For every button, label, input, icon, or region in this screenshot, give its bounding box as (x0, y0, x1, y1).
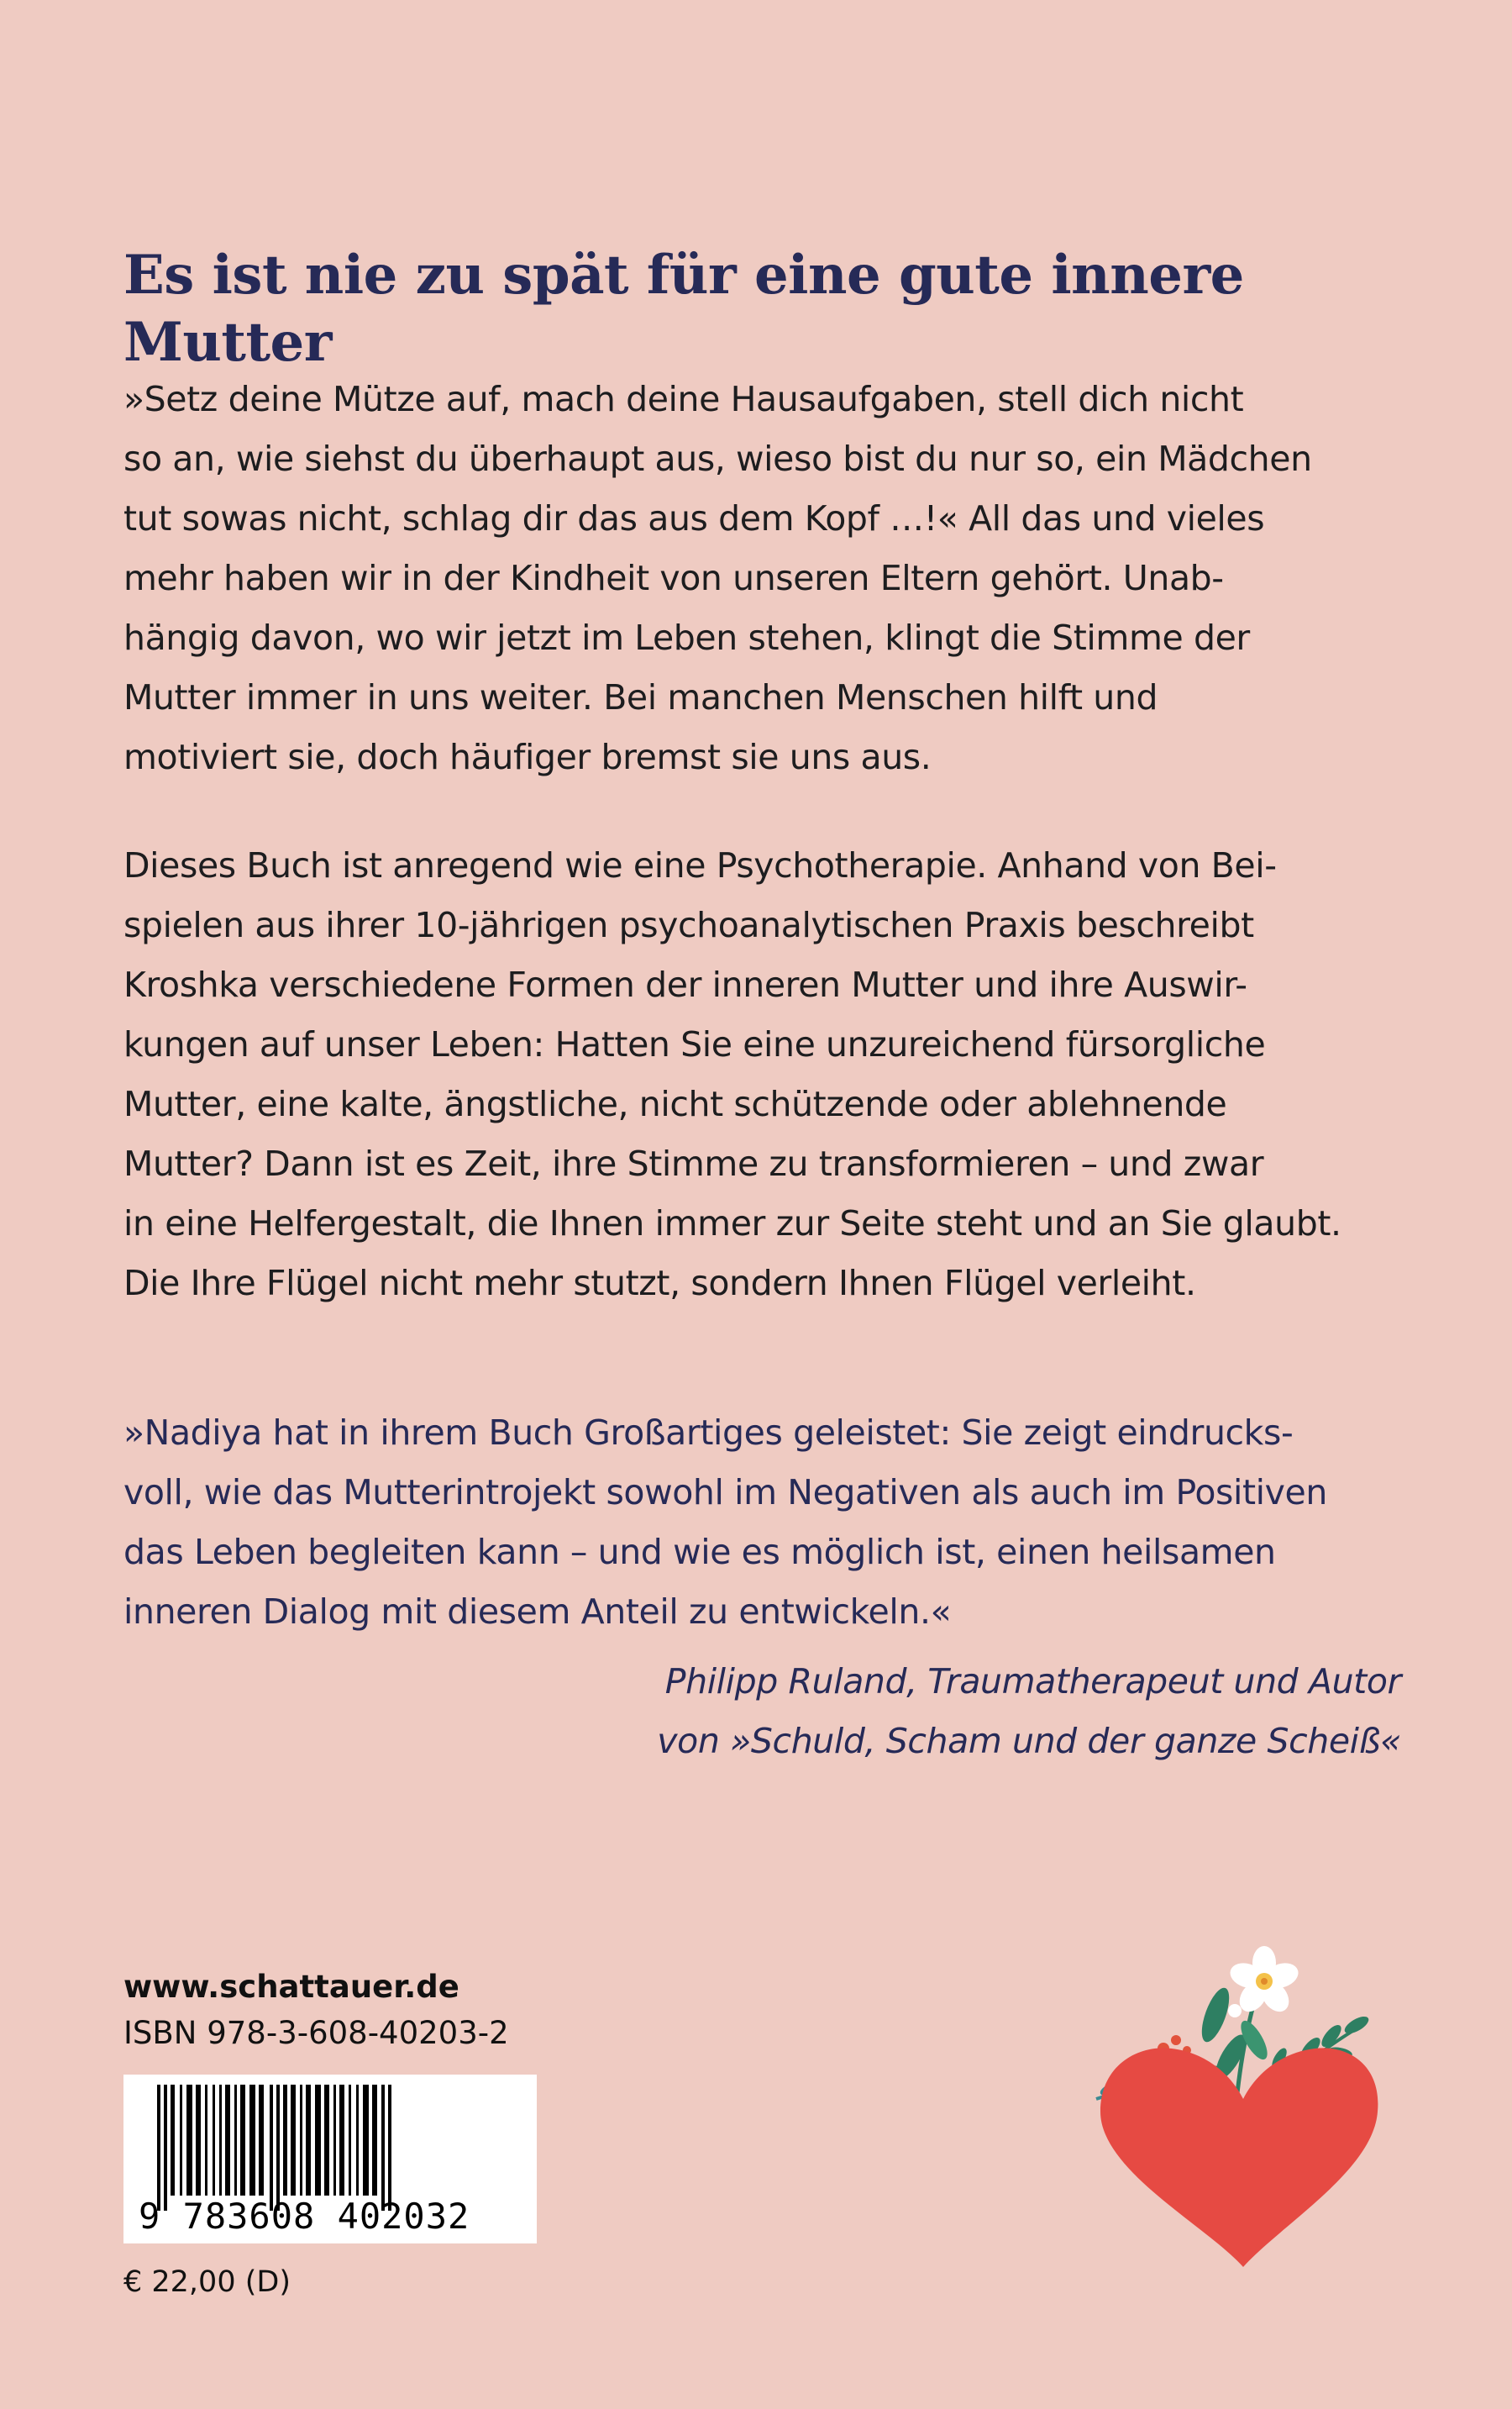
price-label: € 22,00 (D) (123, 2265, 291, 2299)
barcode-bar (249, 2085, 255, 2196)
text-line: hängig davon, wo wir jetzt im Leben stehen, klingt die Stimme der (123, 618, 1250, 658)
barcode-bar (186, 2085, 192, 2196)
barcode-bar (225, 2085, 230, 2196)
barcode-bar (196, 2085, 201, 2196)
barcode-bar (205, 2085, 207, 2196)
quote-line: das Leben begleiten kann – und wie es möglich ist, einen heilsamen (123, 1532, 1276, 1572)
text-line: Mutter immer in uns weiter. Bei manchen Menschen hilft und (123, 677, 1158, 718)
barcode-bar (388, 2085, 391, 2211)
barcode-digits: 9 783608 402032 (139, 2196, 470, 2237)
barcode-bar (306, 2085, 311, 2196)
barcode-bar (291, 2085, 296, 2196)
barcode-bar (283, 2085, 287, 2196)
text-line: tut sowas nicht, schlag dir das aus dem Kopf …!« All das und vieles (123, 498, 1265, 539)
isbn-number: ISBN 978-3-608-40203-2 (123, 2015, 509, 2051)
text-line: mehr haben wir in der Kindheit von unseren Eltern gehört. Unab- (123, 558, 1224, 598)
barcode-bar (276, 2085, 280, 2211)
text-line: so an, wie siehst du überhaupt aus, wieso bist du nur so, ein Mädchen (123, 439, 1312, 479)
barcode-bar (356, 2085, 359, 2196)
text-line: spielen aus ihrer 10-jährigen psychoanalytischen Praxis beschreibt (123, 905, 1254, 945)
description-paragraph-1 (123, 370, 1434, 787)
quote-line: »Nadiya hat in ihrem Buch Großartiges geleistet: Sie zeigt eindrucks- (123, 1412, 1294, 1453)
text-line: »Setz deine Mütze auf, mach deine Hausaufgaben, stell dich nicht (123, 379, 1244, 419)
barcode-bar (219, 2085, 222, 2196)
publisher-website[interactable]: www.schattauer.de (123, 1969, 459, 2005)
barcode-bar (171, 2085, 175, 2196)
attribution-line: von »Schuld, Scham und der ganze Scheiß« (657, 1721, 1401, 1761)
quote-attribution (225, 1652, 1401, 1771)
text-line: in eine Helfergestalt, die Ihnen immer zur Seite steht und an Sie glaubt. (123, 1203, 1341, 1244)
quote-line: voll, wie das Mutterintrojekt sowohl im Negativen als auch im Positiven (123, 1472, 1327, 1512)
barcode-bar (315, 2085, 321, 2196)
text-line: kungen auf unser Leben: Hatten Sie eine unzureichend fürsorgliche (123, 1024, 1266, 1065)
attribution-line: Philipp Ruland, Traumatherapeut und Autor (664, 1661, 1401, 1702)
barcode-bar (372, 2085, 377, 2196)
barcode-bar (300, 2085, 302, 2196)
review-quote (123, 1403, 1434, 1642)
text-line: Mutter? Dann ist es Zeit, ihre Stimme zu transformieren – und zwar (123, 1144, 1264, 1184)
barcode (123, 2075, 537, 2243)
barcode-bar (333, 2085, 336, 2196)
headline: Es ist nie zu spät für eine gute innere Mutter (123, 244, 1244, 374)
barcode-bar (363, 2085, 369, 2196)
text-line: motiviert sie, doch häufiger bremst sie uns aus. (123, 737, 932, 777)
description-paragraph-2 (123, 836, 1434, 1313)
quote-line: inneren Dialog mit diesem Anteil zu entwickeln.« (123, 1591, 952, 1632)
barcode-bar (339, 2085, 344, 2196)
barcode-bar (259, 2085, 264, 2196)
heart-with-flowers-icon (1079, 1931, 1390, 2275)
barcode-bar (180, 2085, 182, 2196)
text-line: Kroshka verschiedene Formen der inneren Mutter und ihre Auswir- (123, 965, 1247, 1005)
barcode-bar (270, 2085, 273, 2211)
text-line: Dieses Buch ist anregend wie eine Psychotherapie. Anhand von Bei- (123, 845, 1277, 886)
text-line: Die Ihre Flügel nicht mehr stutzt, sondern Ihnen Flügel verleiht. (123, 1263, 1196, 1303)
text-line: Mutter, eine kalte, ängstliche, nicht schützende oder ablehnende (123, 1084, 1227, 1124)
barcode-bar (164, 2085, 167, 2211)
barcode-bar (349, 2085, 351, 2196)
barcode-bar (157, 2085, 160, 2211)
barcode-bar (324, 2085, 329, 2196)
barcode-bar (381, 2085, 385, 2211)
barcode-bar (213, 2085, 215, 2196)
barcode-bar (240, 2085, 245, 2196)
barcode-bar (234, 2085, 237, 2196)
